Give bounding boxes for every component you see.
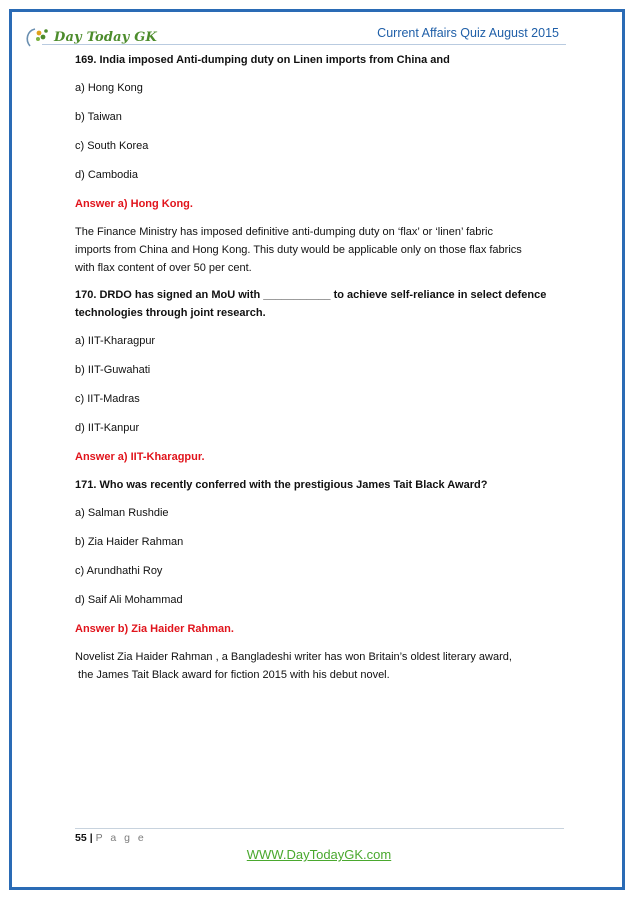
option: d) IIT-Kanpur bbox=[75, 422, 140, 434]
answer-171: Answer b) Zia Haider Rahman. bbox=[75, 623, 234, 635]
website-link[interactable]: WWW.DayTodayGK.com bbox=[246, 847, 392, 862]
explanation-line: with flax content of over 50 per cent. bbox=[75, 262, 252, 274]
footer-divider bbox=[75, 828, 564, 829]
page-number-label bbox=[75, 832, 146, 844]
explanation-line: Novelist Zia Haider Rahman , a Bangladeshi writer has won Britain’s oldest literary award, bbox=[75, 651, 512, 663]
logo-text: Day Today GK bbox=[54, 29, 158, 45]
page-number: 55 bbox=[75, 832, 87, 844]
explanation-line: The Finance Ministry has imposed definitive anti-dumping duty on ‘flax’ or ‘linen’ fabric bbox=[75, 226, 493, 238]
explanation-line: imports from China and Hong Kong. This duty would be applicable only on those flax fabrics bbox=[75, 244, 522, 256]
explanation-line: the James Tait Black award for fiction 2015 with his debut novel. bbox=[75, 669, 390, 681]
option: d) Cambodia bbox=[75, 169, 138, 181]
question-171: 171. Who was recently conferred with the prestigious James Tait Black Award? bbox=[75, 479, 488, 491]
explanation-169 bbox=[75, 223, 565, 277]
header-title: Current Affairs Quiz August 2015 bbox=[377, 26, 559, 40]
option: a) Salman Rushdie bbox=[75, 507, 169, 519]
quiz-content bbox=[75, 51, 565, 693]
option: c) South Korea bbox=[75, 140, 149, 152]
site-logo bbox=[24, 25, 157, 49]
answer-169: Answer a) Hong Kong. bbox=[75, 198, 193, 210]
option: a) Hong Kong bbox=[75, 82, 143, 94]
explanation-171 bbox=[75, 648, 565, 684]
option: b) IIT-Guwahati bbox=[75, 364, 151, 376]
page-separator: | bbox=[89, 832, 93, 844]
answer-170: Answer a) IIT-Kharagpur. bbox=[75, 451, 205, 463]
option: d) Saif Ali Mohammad bbox=[75, 594, 183, 606]
option: c) IIT-Madras bbox=[75, 393, 140, 405]
question-169: 169. India imposed Anti-dumping duty on Linen imports from China and bbox=[75, 54, 450, 66]
option: c) Arundhathi Roy bbox=[75, 565, 163, 577]
page-word: P a g e bbox=[95, 832, 147, 844]
option: a) IIT-Kharagpur bbox=[75, 335, 156, 347]
logo-leaf-icon bbox=[24, 25, 52, 49]
option: b) Zia Haider Rahman bbox=[75, 536, 184, 548]
option: b) Taiwan bbox=[75, 111, 122, 123]
header-divider bbox=[42, 44, 566, 45]
question-170: 170. DRDO has signed an MoU with ___________ to achieve self-reliance in select defence technologies through joint research. bbox=[75, 289, 547, 319]
